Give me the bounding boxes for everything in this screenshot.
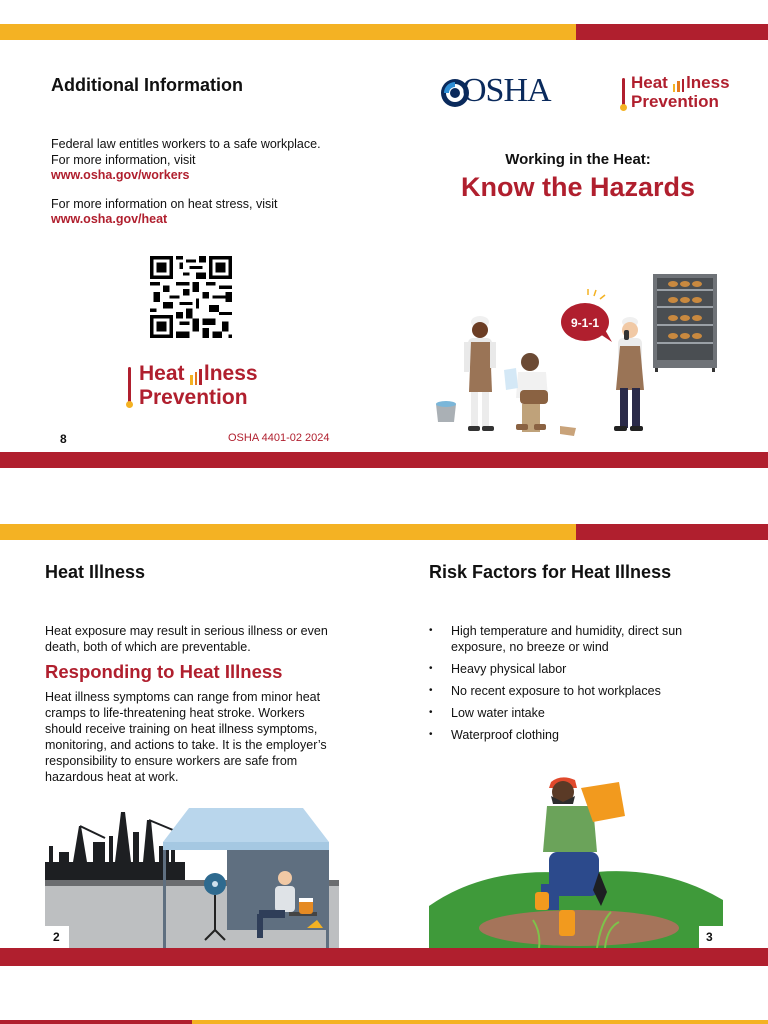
text-line: should receive training on heat illness symptoms, [45,722,318,736]
bottom-red-bar-accent [576,524,768,540]
text-line: • No recent exposure to hot workplaces [451,684,661,698]
list-item [429,661,739,677]
bucket [436,401,456,422]
bottom-gold-bar [0,524,576,540]
text-line: Heat exposure may result in serious illness or even [45,624,328,638]
dirt-patch [479,910,679,946]
text-line: Heat illness symptoms can range from minor heat [45,690,321,704]
illness-bars-icon [190,363,204,385]
shade-tent-illustration [45,806,339,948]
top-gold-bar [0,24,576,40]
publication-number: OSHA 4401-02 2024 [228,432,330,444]
text-line: exposure, no breeze or wind [451,640,609,654]
risk-factors-title: Risk Factors for Heat Illness [429,562,672,582]
cover-title: Know the Hazards [460,172,696,202]
text-line: responsibility to ensure workers are safe from [45,754,298,768]
osha-logo [440,74,550,114]
text-line: cramps to life-threatening heat stroke. Workers [45,706,305,720]
text-line: hazardous heat at work. [45,770,179,784]
text-line: • Heavy physical labor [451,662,567,676]
responding-subhead: Responding to Heat Illness [45,661,283,682]
worker-seated [504,353,576,436]
osha-wordmark: OSHA [462,72,551,109]
federal-law-text [51,136,351,168]
top-red-bar-accent [576,24,768,40]
page-number-2: 2 [53,930,60,944]
bottom-red-bar [0,948,768,966]
bakery-workers-illustration [430,270,730,440]
heat-illness-prevention-logo-small [622,74,732,114]
list-item [429,623,739,655]
footer-gold-line [192,1020,768,1024]
oven-rack [653,274,717,372]
worker-standing-left [464,316,496,431]
heat-illness-prevention-logo [128,363,268,413]
text-line: For more information, visit [51,153,196,167]
text-line: death, both of which are preventable. [45,640,251,654]
footer-red-line [0,1020,192,1024]
text-line: • High temperature and humidity, direct sun [451,624,683,638]
page-number-8: 8 [60,432,67,446]
text-line: • Low water intake [451,706,545,720]
list-item [429,705,739,721]
illness-bars-icon [673,74,687,92]
text-line: • Waterproof clothing [451,728,559,742]
speech-bubble [561,289,612,342]
logo-word: lness [203,362,258,385]
text-line: monitoring, and actions to take. It is the employer’s [45,738,327,752]
top-bottom-red-bar [0,452,768,468]
heat-stress-text: For more information on heat stress, visit [51,197,278,211]
logo-word: Heat [139,362,191,385]
logo-word: Prevention [631,92,719,111]
speech-bubble-text: 9-1-1 [570,316,600,330]
logo-word: Heat [631,73,673,92]
worker-on-phone [614,317,644,431]
additional-info-title: Additional Information [51,75,243,95]
logo-word: lness [686,73,730,92]
landscaper-illustration [429,772,723,948]
qr-code[interactable] [150,256,232,338]
list-item [429,727,739,743]
list-item [429,683,739,699]
logo-word: Prevention [139,386,248,409]
page-number-3: 3 [706,930,713,944]
heat-illness-intro [45,623,365,655]
risk-factors-list [429,623,739,749]
responding-body [45,689,365,785]
cover-subtitle: Working in the Heat: [505,151,651,168]
workers-link[interactable]: www.osha.gov/workers [51,168,190,182]
text-line: Federal law entitles workers to a safe workplace. [51,137,321,151]
heat-link[interactable]: www.osha.gov/heat [51,212,168,226]
heat-illness-title: Heat Illness [45,562,146,582]
